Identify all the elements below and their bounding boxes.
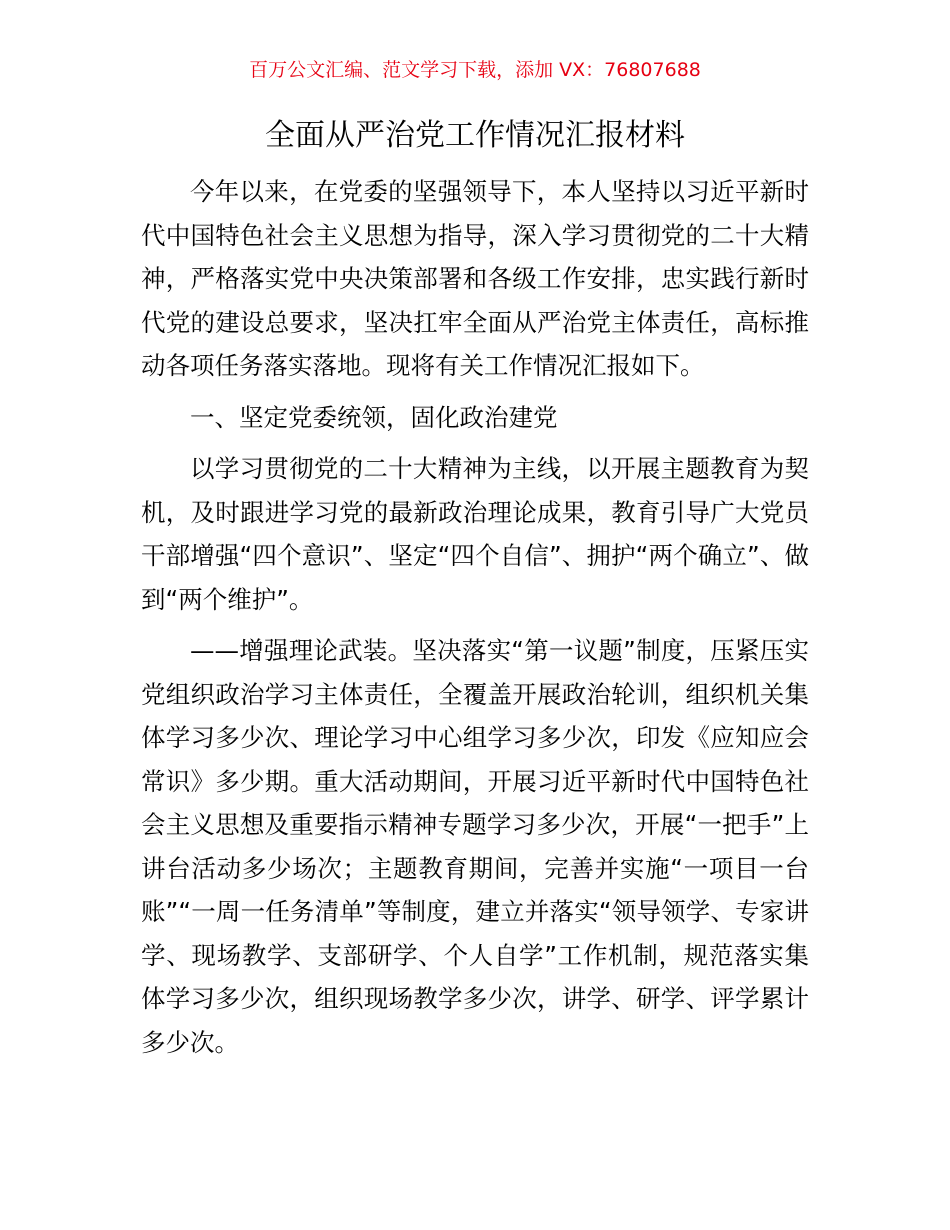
- section-heading: 一、坚定党委统领，固化政治建党: [190, 402, 558, 432]
- document-body: [141, 170, 809, 1064]
- promo-banner: 百万公文汇编、范文学习下载，添加 VX：76807688: [249, 59, 701, 81]
- intro-paragraph: 今年以来，在党委的坚强领导下，本人坚持以习近平新时代中国特色社会主义思想为指导，深入学习贯彻党的二十大精神，严格落实党中央决策部署和各级工作安排，忠实践行新时代党的建设总要求，坚决扛牢全面从严治党主体责任，高标推动各项任务落实落地。现将有关工作情况汇报如下。: [141, 177, 809, 380]
- body-paragraph: 以学习贯彻党的二十大精神为主线，以开展主题教育为契机，及时跟进学习党的最新政治理论成果，教育引导广大党员干部增强“四个意识”、坚定“四个自信”、拥护“两个确立”、做到“两个维护”。: [141, 454, 809, 614]
- body-paragraph: ——增强理论武装。坚决落实“第一议题”制度，压紧压实党组织政治学习主体责任，全覆盖开展政治轮训，组织机关集体学习多少次、理论学习中心组学习多少次，印发《应知应会常识》多少期。重大活动期间，开展习近平新时代中国特色社会主义思想及重要指示精神专题学习多少次，开展“一把手”上讲台活动多少场次；主题教育期间，完善并实施“一项目一台账”“一周一任务清单”等制度，建立并落实“领导领学、专家讲学、现场教学、支部研学、个人自学”工作机制，规范落实集体学习多少次，组织现场教学多少次，讲学、研学、评学累计多少次。: [141, 636, 809, 1057]
- document-title: 全面从严治党工作情况汇报材料: [265, 118, 685, 153]
